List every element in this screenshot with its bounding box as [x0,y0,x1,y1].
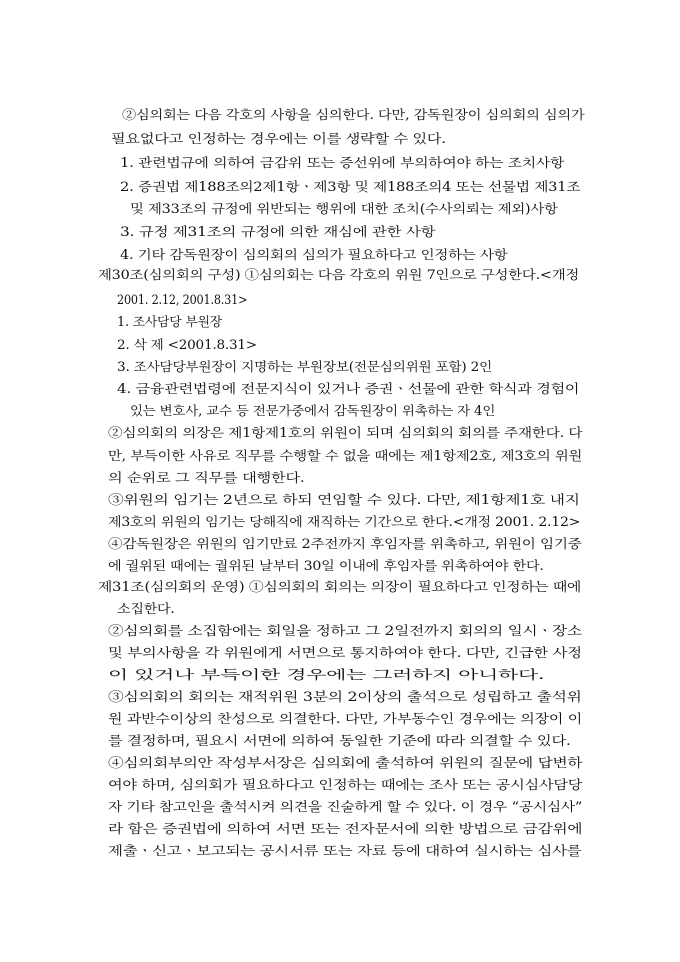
text-line: 원 과반수이상의 찬성으로 의결한다. 다만, 가부동수인 경우에는 의장이 이 [108,711,582,726]
article-heading: 제30조(심의회의 구성) ①심의회는 다음 각호의 위원 7인으로 구성한다.<개정 [98,267,580,282]
text-line: 및 부의사항을 각 위원에게 서면으로 통지하여야 한다. 다만, 긴급한 사정 [108,645,582,660]
text-line: 4. 기타 감독원장이 심의회의 심의가 필요하다고 인정하는 사항 [120,247,508,262]
text-line: 있는 변호사, 교수 등 전문가중에서 감독원장이 위촉하는 자 4인 [130,403,496,418]
text-line: 3. 조사담당부원장이 지명하는 부원장보(전문심의위원 포함) 2인 [117,359,493,374]
text-line: ③위원의 임기는 2년으로 하되 연임할 수 있다. 다만, 제1항제1호 내지 [108,492,580,507]
text-line: 4. 금융관련법령에 전문지식이 있거나 증권ㆍ선물에 관한 학식과 경험이 [117,381,580,396]
text-line: 에 궐위된 때에는 궐위된 날부터 30일 이내에 후임자를 위촉하여야 한다. [108,558,544,573]
text-line: ②심의회의 의장은 제1항제1호의 위원이 되며 심의회의 회의를 주재한다. 다 [108,425,583,440]
text-line: ④감독원장은 위원의 임기만료 2주전까지 후임자를 위촉하고, 위원이 임기중 [108,536,582,551]
text-line: ②심의회를 소집함에는 회일을 정하고 그 2일전까지 회의의 일시ㆍ장소 [108,623,582,638]
text-line: 의 순위로 그 직무를 대행한다. [108,470,305,485]
text-line: 이 있거나 부득이한 경우에는 그러하지 아니하다. [108,667,545,682]
text-line: 소집한다. [117,601,175,616]
text-line: 제출ㆍ신고ㆍ보고되는 공시서류 또는 자료 등에 대하여 실시하는 심사를 [108,843,582,858]
text-line: 여야 하며, 심의회가 필요하다고 인정하는 때에는 조사 또는 공시심사담당 [108,777,583,792]
text-line: 1. 관련법규에 의하여 금감위 또는 증선위에 부의하여야 하는 조치사항 [120,155,565,170]
text-line: 2. 삭 제 <2001.8.31> [117,337,257,352]
text-line: ②심의회는 다음 각호의 사항을 심의한다. 다만, 감독원장이 심의회의 심의가 [122,107,585,122]
text-line: 라 함은 증권법에 의하여 서면 또는 전자문서에 의한 방법으로 금감위에 [108,821,583,836]
text-line: 제3호의 위원의 임기는 당해직에 재직하는 기간으로 한다.<개정 2001. 2.12> [108,514,581,529]
text-line: ③심의회의 회의는 재적위원 3분의 2이상의 출석으로 성립하고 출석위 [108,689,582,704]
text-line: 만, 부득이한 사유로 직무를 수행할 수 없을 때에는 제1항제2호, 제3호의 위원 [108,448,583,463]
text-line: 3. 규정 제31조의 규정에 의한 재심에 관한 사항 [120,224,436,239]
text-line: 필요없다고 인정하는 경우에는 이를 생략할 수 있다. [111,131,446,146]
text-line: 자 기타 참고인을 출석시켜 의견을 진술하게 할 수 있다. 이 경우 “공시심사” [108,799,583,814]
article-heading: 제31조(심의회의 운영) ①심의회의 회의는 의장이 필요하다고 인정하는 때에 [98,579,582,594]
text-line: 및 제33조의 규정에 위반되는 행위에 대한 조치(수사의뢰는 제외)사항 [130,201,558,216]
text-line: 2001. 2.12, 2001.8.31> [117,292,248,307]
text-line: 2. 증권법 제188조의2제1항ㆍ제3항 및 제188조의4 또는 선물법 제31조 [120,179,581,194]
text-line: 1. 조사담당 부원장 [117,314,222,329]
text-line: ④심의회부의안 작성부서장은 심의회에 출석하여 위원의 질문에 답변하 [108,755,583,770]
text-line: 를 결정하며, 필요시 서면에 의하여 동일한 기준에 따라 의결할 수 있다. [108,733,571,748]
